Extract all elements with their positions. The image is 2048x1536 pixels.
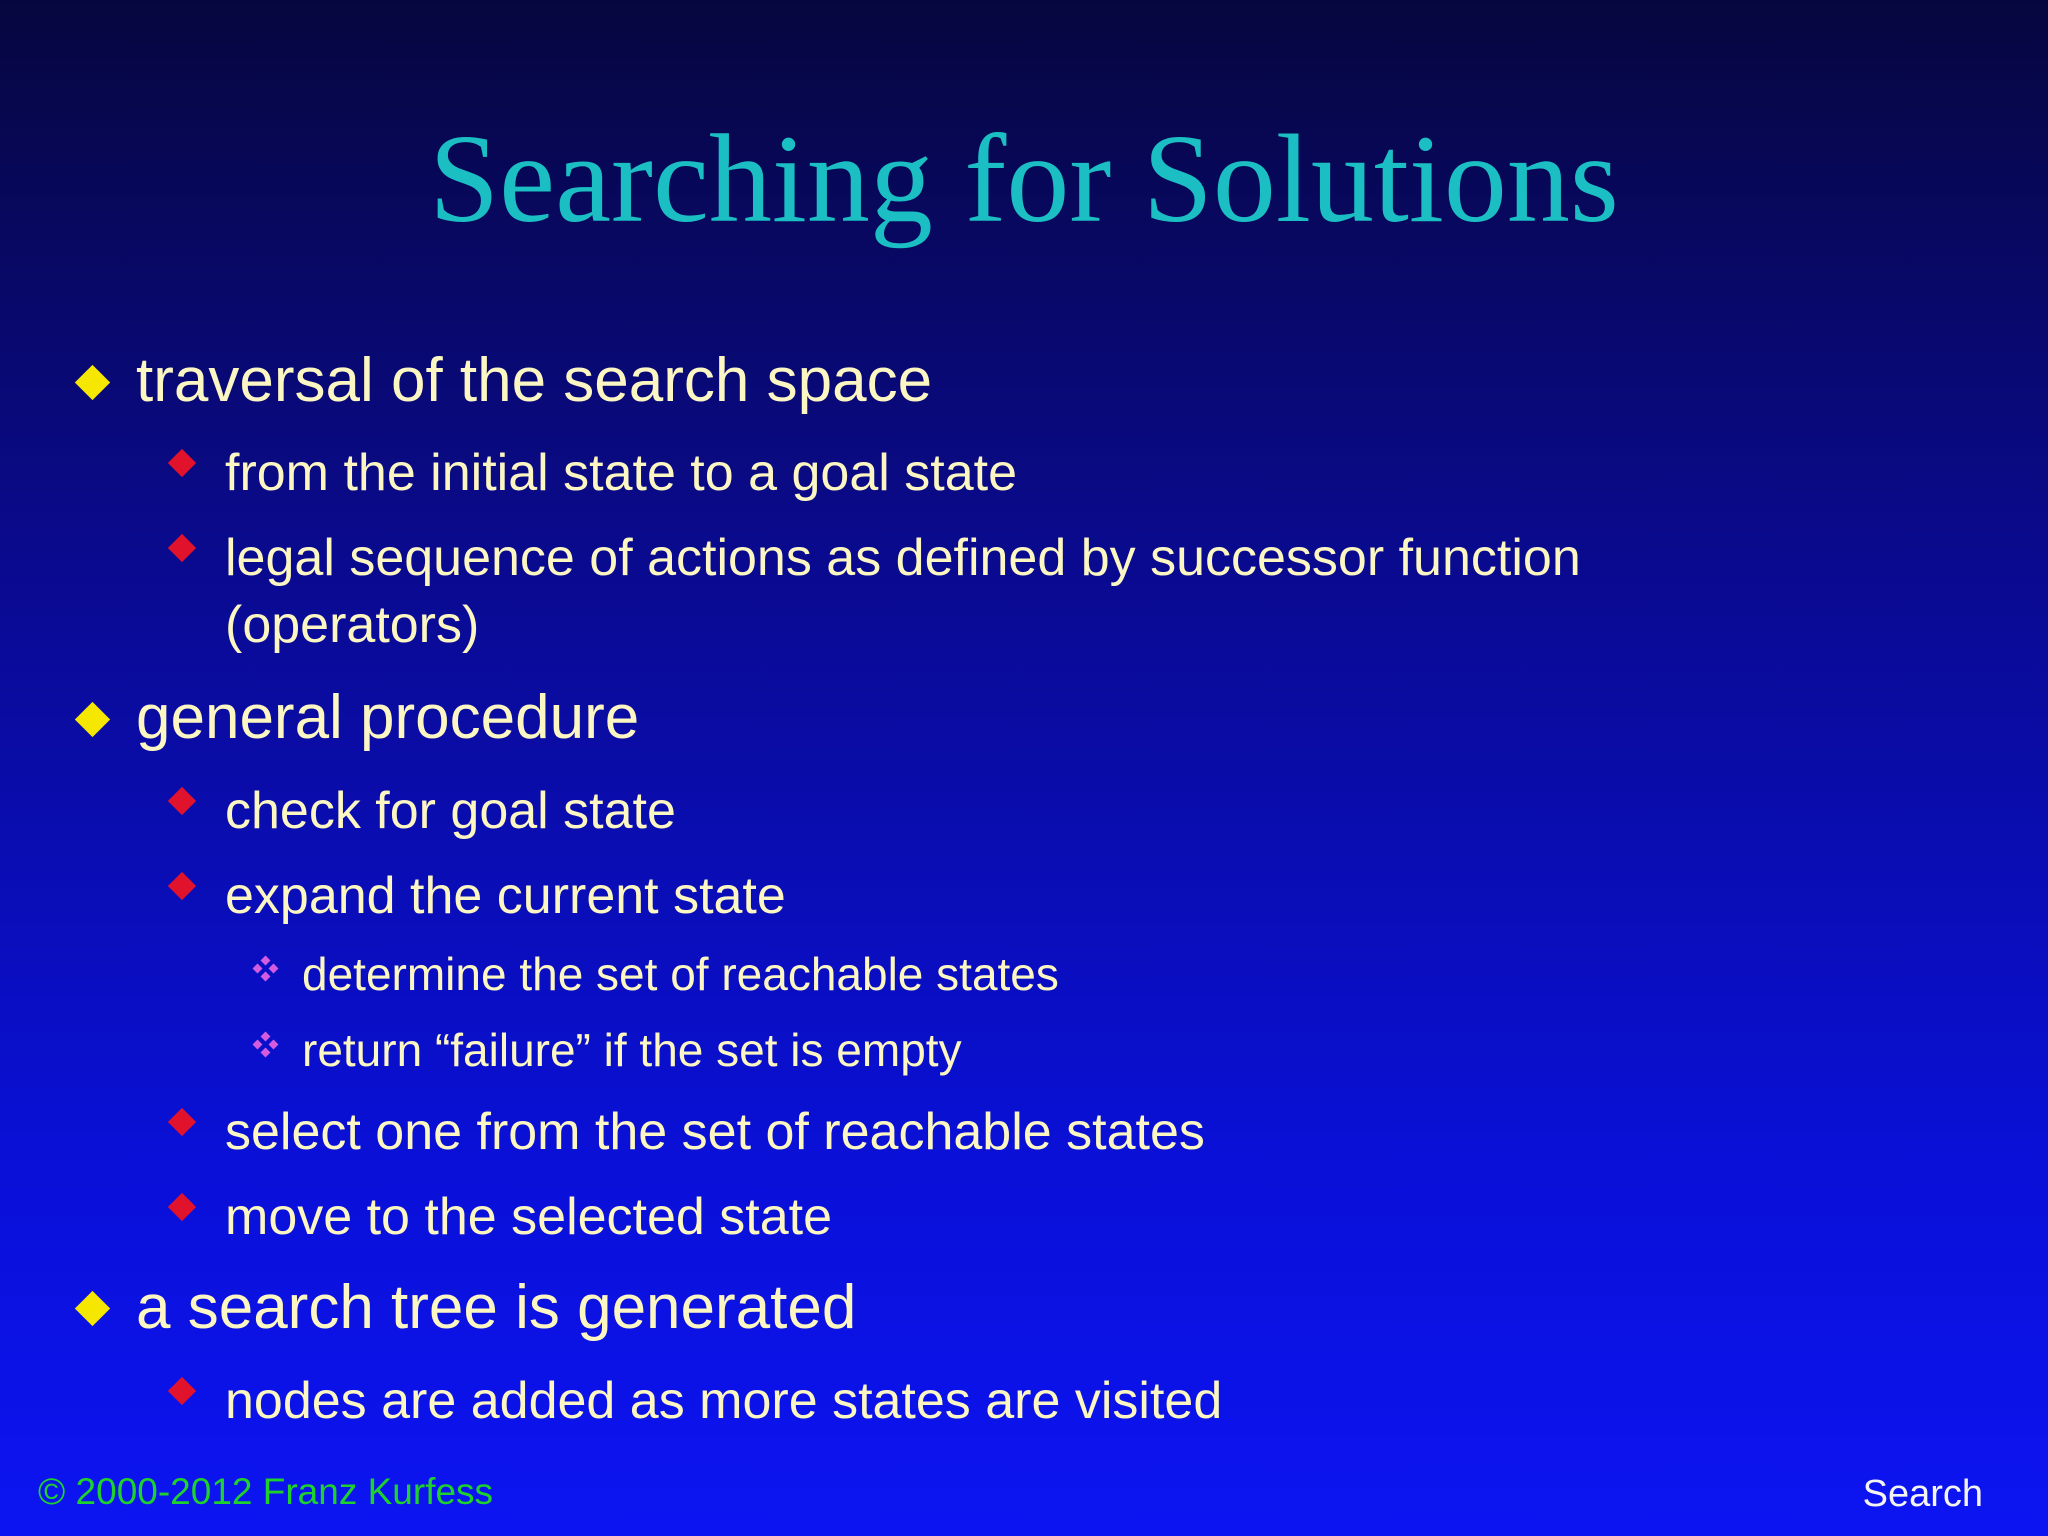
bullet-text: return “failure” if the set is empty	[302, 1024, 962, 1076]
bullet-text: move to the selected state	[225, 1188, 833, 1246]
level2-bullet-icon	[168, 872, 196, 900]
level1-bullet-icon	[75, 702, 110, 737]
copyright-footer: © 2000-2012 Franz Kurfess	[38, 1471, 494, 1512]
bullet-text: a search tree is generated	[136, 1273, 857, 1342]
bullet-text: from the initial state to a goal state	[225, 444, 1017, 502]
level1-bullet-icon	[75, 365, 110, 400]
bullet-text: nodes are added as more states are visited	[225, 1372, 1223, 1430]
bullet-text: expand the current state	[225, 867, 786, 925]
bullet-text: determine the set of reachable states	[302, 948, 1059, 1000]
bullet-text: legal sequence of actions as defined by successor function	[225, 529, 1581, 587]
level3-bullet-icon	[254, 957, 278, 981]
level2-bullet-icon	[168, 1108, 196, 1136]
bullet-text: general procedure	[136, 683, 640, 752]
level2-bullet-icon	[168, 534, 196, 562]
level1-bullet-icon	[75, 1291, 110, 1326]
level2-bullet-icon	[168, 787, 196, 815]
level2-bullet-icon	[168, 449, 196, 477]
level2-bullet-icon	[168, 1193, 196, 1221]
section-footer: Search	[1862, 1473, 1983, 1515]
level3-bullet-icon	[254, 1033, 278, 1057]
level2-bullet-icon	[168, 1377, 196, 1405]
bullet-text: check for goal state	[225, 782, 676, 840]
bullet-text: select one from the set of reachable states	[225, 1103, 1205, 1161]
slide-title: Searching for Solutions	[429, 110, 1619, 249]
bullet-text: traversal of the search space	[136, 346, 933, 415]
bullet-text-continuation: (operators)	[225, 596, 480, 654]
